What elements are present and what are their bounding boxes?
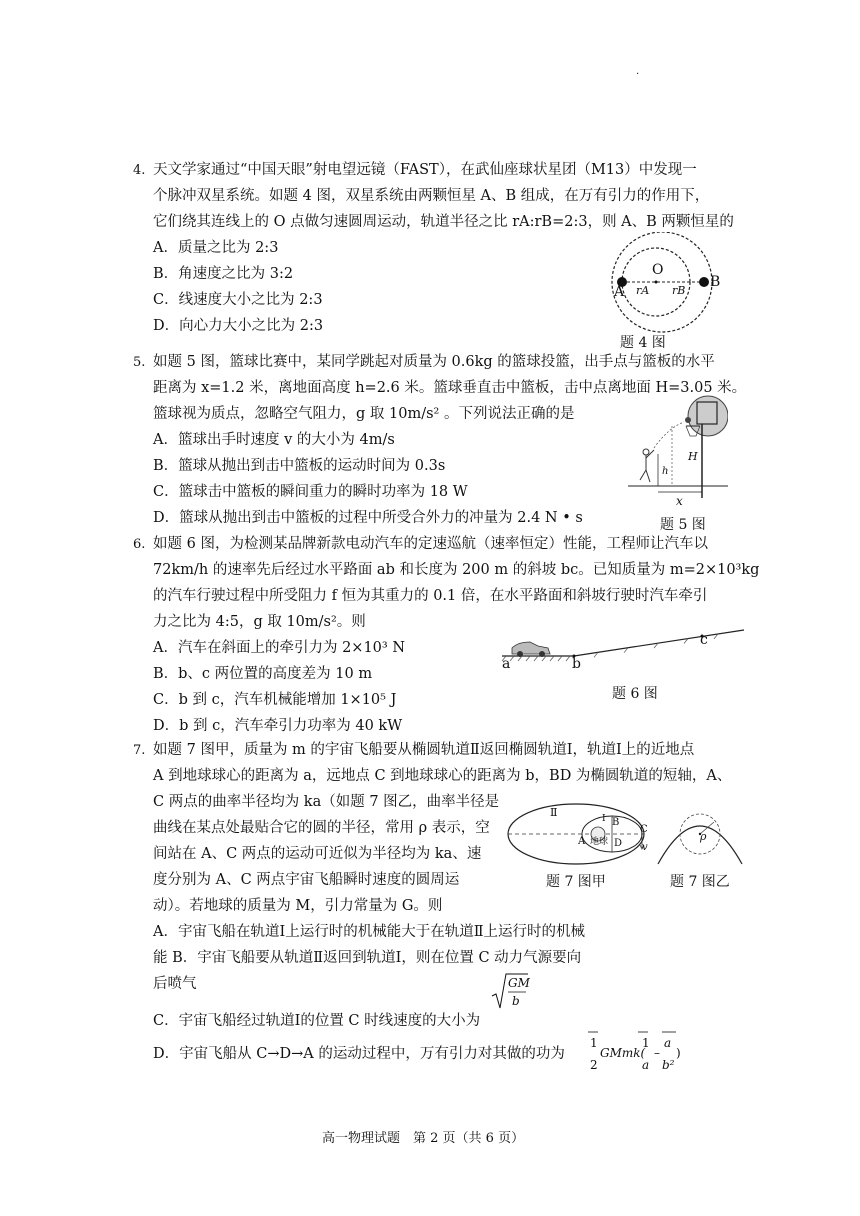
option-a: A．宇宙飞船在轨道Ⅰ上运行时的机械能大于在轨道Ⅱ上运行时的机械 bbox=[153, 924, 586, 940]
option-b: B．角速度之比为 3:2 bbox=[153, 266, 294, 282]
option-c: C．篮球击中篮板的瞬间重力的瞬时功率为 18 W bbox=[153, 484, 468, 500]
question-text-line: 它们绕其连线上的 O 点做匀速圆周运动，轨道半径之比 rA:rB=2:3，则 A、B 两颗恒星的 bbox=[153, 214, 734, 230]
option-b-cont: 后喷气 bbox=[153, 976, 197, 992]
page-mark: . bbox=[636, 66, 640, 77]
question-number: 5. bbox=[133, 355, 146, 370]
question-text-line: 如题 6 图，为检测某品牌新款电动汽车的定速巡航（速率恒定）性能，工程师让汽车以 bbox=[153, 536, 708, 552]
figure-caption: 题 5 图 bbox=[660, 517, 706, 533]
option-d: D．向心力大小之比为 2:3 bbox=[153, 318, 324, 334]
question-number: 6. bbox=[133, 537, 146, 552]
formula-d-minus: – bbox=[654, 1046, 660, 1060]
label-earth: 地球 bbox=[590, 837, 609, 847]
formula-d-f2-num: a bbox=[664, 1036, 672, 1050]
formula-d-f1-den: a bbox=[642, 1058, 650, 1072]
label-a: a bbox=[502, 656, 511, 672]
label-x: x bbox=[676, 494, 683, 508]
label-rb: rB bbox=[672, 284, 686, 297]
figure-6-road-diagram bbox=[498, 620, 748, 664]
label-h-lower: h bbox=[662, 466, 669, 477]
label-a: A bbox=[614, 284, 625, 300]
option-c: C．宇宙飞船经过轨道Ⅰ的位置 C 时线速度的大小为 bbox=[153, 1013, 481, 1029]
figure-5-basketball-diagram bbox=[628, 390, 728, 510]
label-b: b bbox=[572, 656, 581, 672]
option-a: A．篮球出手时速度 v 的大小为 4m/s bbox=[153, 432, 395, 448]
label-b: B bbox=[710, 274, 721, 290]
label-h-upper: H bbox=[688, 450, 698, 463]
page-footer: 高一物理试题 第 2 页（共 6 页） bbox=[322, 1131, 525, 1146]
question-text-line: 动）。若地球的质量为 M，引力常量为 G。则 bbox=[153, 898, 443, 914]
option-a: A．汽车在斜面上的牵引力为 2×10³ N bbox=[153, 640, 406, 656]
question-text-line: A 到地球球心的距离为 a，远地点 C 到地球球心的距离为 b，BD 为椭圆轨道的短轴，A、 bbox=[153, 768, 732, 784]
option-b: 能 B．宇宙飞船要从轨道Ⅱ返回到轨道Ⅰ，则在位置 C 动力气源要向 bbox=[153, 950, 582, 966]
question-number: 4. bbox=[133, 163, 146, 178]
option-a: A．质量之比为 2:3 bbox=[153, 240, 279, 256]
option-d: D．篮球从抛出到击中篮板的过程中所受合外力的冲量为 2.4 N • s bbox=[153, 510, 583, 526]
label-orbit-i: Ⅰ bbox=[602, 814, 606, 824]
question-text-line: 天文学家通过“中国天眼”射电望远镜（FAST），在武仙座球状星团（M13）中发现一 bbox=[153, 162, 697, 178]
option-c: C．线速度大小之比为 2:3 bbox=[153, 292, 323, 308]
option-b: B．篮球从抛出到击中篮板的运动时间为 0.3s bbox=[153, 458, 446, 474]
label-point-c: C bbox=[640, 824, 648, 835]
question-text-line: 72km/h 的速率先后经过水平路面 ab 和长度为 200 m 的斜坡 bc。已知质量为 m=2×10³kg bbox=[153, 562, 760, 578]
question-text-line: 度分别为 A、C 两点宇宙飞船瞬时速度的圆周运 bbox=[153, 872, 460, 888]
option-d: D．b 到 c，汽车牵引力功率为 40 kW bbox=[153, 718, 403, 734]
question-text-line: 个脉冲双星系统。如题 4 图，双星系统由两颗恒星 A、B 组成，在万有引力的作用下， bbox=[153, 188, 710, 204]
label-ra: rA bbox=[636, 284, 650, 297]
formula-d-f1-num: 1 bbox=[642, 1036, 650, 1050]
label-point-a: A bbox=[578, 836, 586, 847]
formula-d-body: GMmk( bbox=[600, 1046, 646, 1060]
label-point-b: B bbox=[612, 817, 620, 828]
formula-d-half-num: 1 bbox=[590, 1036, 598, 1050]
label-point-d: D bbox=[614, 838, 623, 849]
label-orbit-ii: Ⅱ bbox=[550, 806, 558, 819]
label-v: v bbox=[642, 842, 648, 853]
question-number: 7. bbox=[133, 743, 146, 758]
formula-c-numerator: GM bbox=[508, 976, 530, 990]
label-c: c bbox=[700, 632, 708, 648]
label-o: O bbox=[652, 262, 664, 278]
figure-caption: 题 4 图 bbox=[620, 335, 666, 351]
question-text-line: 如题 7 图甲，质量为 m 的宇宙飞船要从椭圆轨道Ⅱ返回椭圆轨道Ⅰ，轨道Ⅰ上的近地点 bbox=[153, 742, 695, 758]
question-text-line: 力之比为 4:5，g 取 10m/s²。则 bbox=[153, 614, 366, 630]
figure-caption-left: 题 7 图甲 bbox=[546, 874, 606, 890]
formula-d-half-den: 2 bbox=[590, 1058, 598, 1072]
question-text-line: 的汽车行驶过程中所受阻力 f 恒为其重力的 0.1 倍，在水平路面和斜坡行驶时汽车牵引 bbox=[153, 588, 708, 604]
question-text-line: 篮球视为质点，忽略空气阻力，g 取 10m/s² 。下列说法正确的是 bbox=[153, 406, 575, 422]
option-b: B．b、c 两位置的高度差为 10 m bbox=[153, 666, 373, 682]
question-text-line: 间站在 A、C 两点的运动可近似为半径均为 ka、速 bbox=[153, 846, 482, 862]
formula-d-close: ) bbox=[676, 1046, 681, 1060]
label-rho: ρ bbox=[700, 830, 707, 843]
formula-c-denominator: b bbox=[512, 994, 520, 1008]
question-text-line: 曲线在某点处最贴合它的圆的半径，常用 ρ 表示，空 bbox=[153, 820, 490, 836]
question-text-line: 距离为 x=1.2 米，离地面高度 h=2.6 米。篮球垂直击中篮板，击中点离地面 H=3.05 米。 bbox=[153, 380, 747, 396]
option-c: C．b 到 c，汽车机械能增加 1×10⁵ J bbox=[153, 692, 397, 708]
figure-caption-right: 题 7 图乙 bbox=[670, 874, 730, 890]
question-text-line: 如题 5 图，篮球比赛中，某同学跳起对质量为 0.6kg 的篮球投篮，出手点与篮板的水平 bbox=[153, 354, 715, 370]
question-text-line: C 两点的曲率半径均为 ka（如题 7 图乙，曲率半径是 bbox=[153, 794, 500, 810]
option-d: D．宇宙飞船从 C→D→A 的运动过程中，万有引力对其做的功为 bbox=[153, 1046, 565, 1062]
formula-d-f2-den: b² bbox=[662, 1058, 675, 1072]
figure-caption: 题 6 图 bbox=[612, 686, 658, 702]
